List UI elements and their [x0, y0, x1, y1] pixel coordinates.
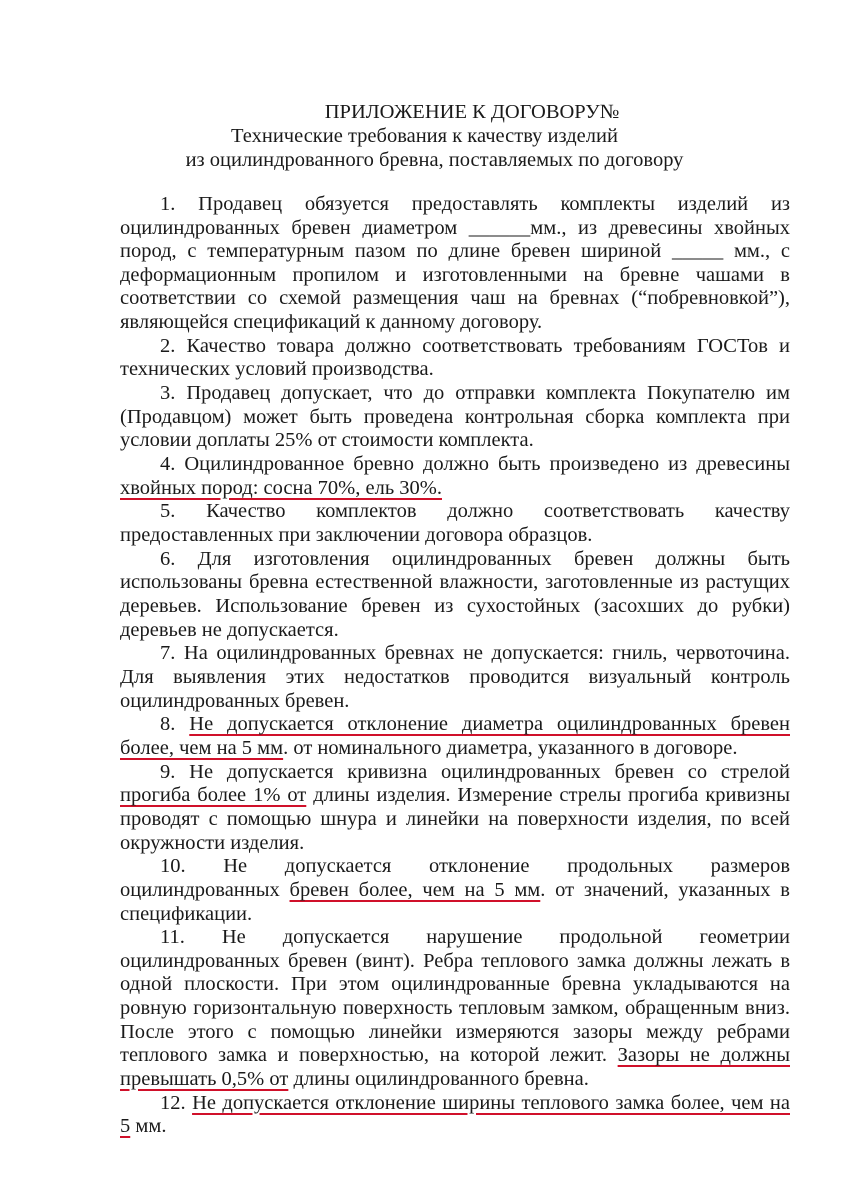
- requirement-item: 1. Продавец обязуется предоставлять комплекты изделий из оцилиндрованных бревен диаметром ______мм., из древесины хвойных пород, с температурным пазом по длине бревен шириной _____ мм., с деформационным пропилом и изготовленными на бревне чашами в соответствии со схемой размещения чаш на бревнах (“побревновкой”), являющейся спецификаций к данному договору.: [120, 193, 791, 333]
- requirement-item: 12. Не допускается отклонение ширины теплового замка более, чем на 5 мм.: [120, 1091, 790, 1138]
- highlighted-text: Не допускается отклонение диаметра оцилиндрованных бревен более, чем на 5 мм: [120, 713, 790, 759]
- requirement-item: 7. На оцилиндрованных бревнах не допускается: гниль, червоточина. Для выявления этих недостатков проводится визуальный контроль оцилиндрованных бревен.: [120, 642, 790, 712]
- requirement-item: 11. Не допускается нарушение продольной геометрии оцилиндрованных бревен (винт). Ребра теплового замка должны лежать в одной плоскости. При этом оцилиндрованные бревна укладываются на ровную горизонтальную поверхность тепловым замком, обращенным вниз. После этого с помощью линейки измеряются зазоры между ребрами теплового замка и поверхностью, на которой лежит. Зазоры не должны превышать 0,5% от длины оцилиндрованного бревна.: [120, 926, 791, 1090]
- requirement-item: 10. Не допускается отклонение продольных размеров оцилиндрованных бревен более, чем на 5 мм. от значений, указанных в спецификации.: [120, 855, 790, 925]
- requirement-item: 8. Не допускается отклонение диаметра оцилиндрованных бревен более, чем на 5 мм. от номинального диаметра, указанного в договоре.: [120, 713, 790, 759]
- highlighted-text: Зазоры не должны превышать 0,5% от: [120, 1044, 790, 1090]
- highlighted-text: Не допускается отклонение ширины теплового замка более, чем на 5: [120, 1091, 790, 1138]
- requirements-list: [120, 193, 790, 1139]
- highlighted-text: бревен более, чем на 5 мм: [289, 878, 541, 901]
- appendix-title: ПРИЛОЖЕНИЕ К ДОГОВОРУ№: [324, 101, 620, 123]
- requirement-item: 4. Оцилиндрованное бревно должно быть произведено из древесины хвойных пород: сосна 70%, ель 30%.: [120, 453, 790, 499]
- requirement-item: 3. Продавец допускает, что до отправки комплекта Покупателю им (Продавцом) может быть проведена контрольная сборка комплекта при условии доплаты 25% от стоимости комплекта.: [120, 382, 790, 452]
- highlighted-text: хвойных пород: сосна 70%, ель 30%.: [120, 476, 442, 499]
- requirement-item: 9. Не допускается кривизна оцилиндрованных бревен со стрелой прогиба более 1% от длины изделия. Измерение стрелы прогиба кривизны проводят с помощью шнура и линейки на поверхности изделия, по всей окружности изделия.: [120, 760, 791, 854]
- highlighted-text: прогиба более 1% от: [120, 784, 307, 807]
- requirement-item: 2. Качество товара должно соответствовать требованиям ГОСТов и технических условий производства.: [120, 334, 791, 381]
- requirement-item: 6. Для изготовления оцилиндрованных бревен должны быть использованы бревна естественной влажности, заготовленные из растущих деревьев. Использование бревен из сухостойных (засохших до рубки) деревьев не допускается.: [120, 547, 790, 641]
- requirement-item: 5. Качество комплектов должно соответствовать качеству предоставленных при заключении договора образцов.: [120, 500, 791, 547]
- appendix-subtitle: Технические требования к качеству изделий: [231, 125, 618, 147]
- appendix-subtitle-2: из оцилиндрованного бревна, поставляемых по договору: [185, 149, 684, 171]
